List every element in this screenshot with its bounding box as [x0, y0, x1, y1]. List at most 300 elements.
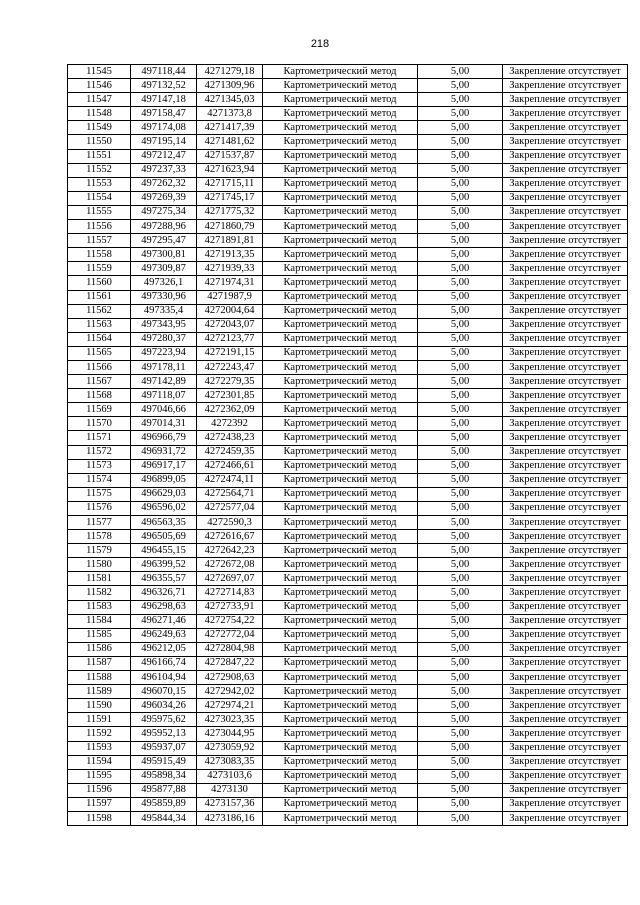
x-coordinate-cell: 497300,81 [131, 248, 197, 262]
point-number-cell: 11549 [68, 121, 131, 135]
accuracy-cell: 5,00 [418, 79, 503, 93]
x-coordinate-cell: 496212,05 [131, 642, 197, 656]
table-row [68, 262, 628, 276]
y-coordinate-cell: 4272714,83 [197, 586, 263, 600]
accuracy-cell: 5,00 [418, 318, 503, 332]
x-coordinate-cell: 496104,94 [131, 671, 197, 685]
x-coordinate-cell: 497014,31 [131, 417, 197, 431]
method-cell: Картометрический метод [263, 769, 418, 783]
point-number-cell: 11584 [68, 614, 131, 628]
fixation-cell: Закрепление отсутствует [503, 755, 628, 769]
table-row [68, 290, 628, 304]
page-number: 218 [310, 38, 330, 50]
method-cell: Картометрический метод [263, 713, 418, 727]
y-coordinate-cell: 4272564,71 [197, 487, 263, 501]
table-row [68, 135, 628, 149]
y-coordinate-cell: 4272754,22 [197, 614, 263, 628]
y-coordinate-cell: 4272974,21 [197, 699, 263, 713]
y-coordinate-cell: 4272697,07 [197, 572, 263, 586]
y-coordinate-cell: 4272590,3 [197, 516, 263, 530]
x-coordinate-cell: 497046,66 [131, 403, 197, 417]
point-number-cell: 11545 [68, 65, 131, 79]
y-coordinate-cell: 4272772,04 [197, 628, 263, 642]
method-cell: Картометрический метод [263, 290, 418, 304]
accuracy-cell: 5,00 [418, 403, 503, 417]
point-number-cell: 11577 [68, 516, 131, 530]
y-coordinate-cell: 4271417,39 [197, 121, 263, 135]
accuracy-cell: 5,00 [418, 248, 503, 262]
table-row [68, 530, 628, 544]
table-row [68, 741, 628, 755]
fixation-cell: Закрепление отсутствует [503, 530, 628, 544]
fixation-cell: Закрепление отсутствует [503, 191, 628, 205]
x-coordinate-cell: 496505,69 [131, 530, 197, 544]
y-coordinate-cell: 4271913,35 [197, 248, 263, 262]
fixation-cell: Закрепление отсутствует [503, 290, 628, 304]
accuracy-cell: 5,00 [418, 501, 503, 515]
x-coordinate-cell: 497262,32 [131, 177, 197, 191]
coordinates-table-body [68, 65, 628, 826]
accuracy-cell: 5,00 [418, 234, 503, 248]
y-coordinate-cell: 4271891,81 [197, 234, 263, 248]
table-row [68, 727, 628, 741]
point-number-cell: 11548 [68, 107, 131, 121]
fixation-cell: Закрепление отсутствует [503, 93, 628, 107]
table-row [68, 318, 628, 332]
accuracy-cell: 5,00 [418, 783, 503, 797]
method-cell: Картометрический метод [263, 191, 418, 205]
y-coordinate-cell: 4272577,04 [197, 501, 263, 515]
point-number-cell: 11574 [68, 473, 131, 487]
accuracy-cell: 5,00 [418, 699, 503, 713]
table-row [68, 332, 628, 346]
y-coordinate-cell: 4271987,9 [197, 290, 263, 304]
fixation-cell: Закрепление отсутствует [503, 671, 628, 685]
y-coordinate-cell: 4272279,35 [197, 375, 263, 389]
method-cell: Картометрический метод [263, 445, 418, 459]
accuracy-cell: 5,00 [418, 290, 503, 304]
x-coordinate-cell: 495859,89 [131, 797, 197, 811]
accuracy-cell: 5,00 [418, 445, 503, 459]
point-number-cell: 11590 [68, 699, 131, 713]
fixation-cell: Закрепление отсутствует [503, 445, 628, 459]
y-coordinate-cell: 4271939,33 [197, 262, 263, 276]
y-coordinate-cell: 4272123,77 [197, 332, 263, 346]
method-cell: Картометрический метод [263, 79, 418, 93]
table-row [68, 487, 628, 501]
method-cell: Картометрический метод [263, 149, 418, 163]
y-coordinate-cell: 4273157,36 [197, 797, 263, 811]
x-coordinate-cell: 496899,05 [131, 473, 197, 487]
method-cell: Картометрический метод [263, 572, 418, 586]
y-coordinate-cell: 4271775,32 [197, 205, 263, 219]
accuracy-cell: 5,00 [418, 304, 503, 318]
fixation-cell: Закрепление отсутствует [503, 360, 628, 374]
x-coordinate-cell: 496399,52 [131, 558, 197, 572]
method-cell: Картометрический метод [263, 459, 418, 473]
x-coordinate-cell: 497223,94 [131, 346, 197, 360]
y-coordinate-cell: 4272301,85 [197, 389, 263, 403]
accuracy-cell: 5,00 [418, 389, 503, 403]
fixation-cell: Закрепление отсутствует [503, 262, 628, 276]
point-number-cell: 11559 [68, 262, 131, 276]
table-row [68, 501, 628, 515]
x-coordinate-cell: 497343,95 [131, 318, 197, 332]
table-row [68, 713, 628, 727]
accuracy-cell: 5,00 [418, 431, 503, 445]
table-row [68, 248, 628, 262]
y-coordinate-cell: 4273023,35 [197, 713, 263, 727]
x-coordinate-cell: 497174,08 [131, 121, 197, 135]
y-coordinate-cell: 4271481,62 [197, 135, 263, 149]
x-coordinate-cell: 497269,39 [131, 191, 197, 205]
table-row [68, 417, 628, 431]
x-coordinate-cell: 495844,34 [131, 811, 197, 825]
fixation-cell: Закрепление отсутствует [503, 389, 628, 403]
point-number-cell: 11560 [68, 276, 131, 290]
accuracy-cell: 5,00 [418, 516, 503, 530]
fixation-cell: Закрепление отсутствует [503, 135, 628, 149]
point-number-cell: 11598 [68, 811, 131, 825]
point-number-cell: 11566 [68, 360, 131, 374]
point-number-cell: 11594 [68, 755, 131, 769]
point-number-cell: 11558 [68, 248, 131, 262]
table-row [68, 516, 628, 530]
table-row [68, 755, 628, 769]
method-cell: Картометрический метод [263, 276, 418, 290]
point-number-cell: 11582 [68, 586, 131, 600]
point-number-cell: 11591 [68, 713, 131, 727]
method-cell: Картометрический метод [263, 699, 418, 713]
point-number-cell: 11570 [68, 417, 131, 431]
point-number-cell: 11557 [68, 234, 131, 248]
method-cell: Картометрический метод [263, 318, 418, 332]
point-number-cell: 11565 [68, 346, 131, 360]
method-cell: Картометрический метод [263, 389, 418, 403]
point-number-cell: 11596 [68, 783, 131, 797]
x-coordinate-cell: 497330,96 [131, 290, 197, 304]
accuracy-cell: 5,00 [418, 121, 503, 135]
x-coordinate-cell: 497118,07 [131, 389, 197, 403]
point-number-cell: 11563 [68, 318, 131, 332]
fixation-cell: Закрепление отсутствует [503, 516, 628, 530]
accuracy-cell: 5,00 [418, 713, 503, 727]
table-row [68, 121, 628, 135]
table-row [68, 163, 628, 177]
x-coordinate-cell: 496166,74 [131, 656, 197, 670]
x-coordinate-cell: 496249,63 [131, 628, 197, 642]
point-number-cell: 11578 [68, 530, 131, 544]
method-cell: Картометрический метод [263, 501, 418, 515]
x-coordinate-cell: 497237,33 [131, 163, 197, 177]
fixation-cell: Закрепление отсутствует [503, 811, 628, 825]
method-cell: Картометрический метод [263, 530, 418, 544]
method-cell: Картометрический метод [263, 304, 418, 318]
method-cell: Картометрический метод [263, 107, 418, 121]
x-coordinate-cell: 495975,62 [131, 713, 197, 727]
point-number-cell: 11556 [68, 220, 131, 234]
x-coordinate-cell: 496931,72 [131, 445, 197, 459]
method-cell: Картометрический метод [263, 93, 418, 107]
fixation-cell: Закрепление отсутствует [503, 628, 628, 642]
table-row [68, 811, 628, 825]
table-row [68, 558, 628, 572]
fixation-cell: Закрепление отсутствует [503, 417, 628, 431]
x-coordinate-cell: 496563,35 [131, 516, 197, 530]
fixation-cell: Закрепление отсутствует [503, 501, 628, 515]
accuracy-cell: 5,00 [418, 685, 503, 699]
accuracy-cell: 5,00 [418, 65, 503, 79]
table-row [68, 93, 628, 107]
method-cell: Картометрический метод [263, 375, 418, 389]
method-cell: Картометрический метод [263, 332, 418, 346]
accuracy-cell: 5,00 [418, 558, 503, 572]
table-row [68, 346, 628, 360]
x-coordinate-cell: 497335,4 [131, 304, 197, 318]
y-coordinate-cell: 4272672,08 [197, 558, 263, 572]
accuracy-cell: 5,00 [418, 727, 503, 741]
fixation-cell: Закрепление отсутствует [503, 304, 628, 318]
accuracy-cell: 5,00 [418, 656, 503, 670]
y-coordinate-cell: 4272438,23 [197, 431, 263, 445]
method-cell: Картометрический метод [263, 797, 418, 811]
method-cell: Картометрический метод [263, 65, 418, 79]
x-coordinate-cell: 497147,18 [131, 93, 197, 107]
point-number-cell: 11561 [68, 290, 131, 304]
accuracy-cell: 5,00 [418, 135, 503, 149]
table-row [68, 671, 628, 685]
table-row [68, 797, 628, 811]
method-cell: Картометрический метод [263, 685, 418, 699]
table-row [68, 614, 628, 628]
method-cell: Картометрический метод [263, 205, 418, 219]
x-coordinate-cell: 497142,89 [131, 375, 197, 389]
x-coordinate-cell: 496455,15 [131, 544, 197, 558]
table-row [68, 177, 628, 191]
point-number-cell: 11581 [68, 572, 131, 586]
y-coordinate-cell: 4273130 [197, 783, 263, 797]
y-coordinate-cell: 4272191,15 [197, 346, 263, 360]
y-coordinate-cell: 4272474,11 [197, 473, 263, 487]
fixation-cell: Закрепление отсутствует [503, 107, 628, 121]
method-cell: Картометрический метод [263, 417, 418, 431]
method-cell: Картометрический метод [263, 163, 418, 177]
y-coordinate-cell: 4273044,95 [197, 727, 263, 741]
table-row [68, 360, 628, 374]
fixation-cell: Закрепление отсутствует [503, 220, 628, 234]
point-number-cell: 11568 [68, 389, 131, 403]
point-number-cell: 11552 [68, 163, 131, 177]
y-coordinate-cell: 4272043,07 [197, 318, 263, 332]
x-coordinate-cell: 497132,52 [131, 79, 197, 93]
y-coordinate-cell: 4272847,22 [197, 656, 263, 670]
fixation-cell: Закрепление отсутствует [503, 600, 628, 614]
method-cell: Картометрический метод [263, 741, 418, 755]
table-row [68, 685, 628, 699]
fixation-cell: Закрепление отсутствует [503, 586, 628, 600]
fixation-cell: Закрепление отсутствует [503, 79, 628, 93]
method-cell: Картометрический метод [263, 755, 418, 769]
x-coordinate-cell: 495937,07 [131, 741, 197, 755]
x-coordinate-cell: 497195,14 [131, 135, 197, 149]
x-coordinate-cell: 495877,88 [131, 783, 197, 797]
x-coordinate-cell: 497280,37 [131, 332, 197, 346]
method-cell: Картометрический метод [263, 558, 418, 572]
method-cell: Картометрический метод [263, 220, 418, 234]
point-number-cell: 11571 [68, 431, 131, 445]
point-number-cell: 11547 [68, 93, 131, 107]
accuracy-cell: 5,00 [418, 473, 503, 487]
accuracy-cell: 5,00 [418, 177, 503, 191]
method-cell: Картометрический метод [263, 248, 418, 262]
y-coordinate-cell: 4273103,6 [197, 769, 263, 783]
method-cell: Картометрический метод [263, 783, 418, 797]
y-coordinate-cell: 4271745,17 [197, 191, 263, 205]
fixation-cell: Закрепление отсутствует [503, 769, 628, 783]
method-cell: Картометрический метод [263, 586, 418, 600]
fixation-cell: Закрепление отсутствует [503, 558, 628, 572]
x-coordinate-cell: 497158,47 [131, 107, 197, 121]
accuracy-cell: 5,00 [418, 572, 503, 586]
method-cell: Картометрический метод [263, 262, 418, 276]
point-number-cell: 11567 [68, 375, 131, 389]
method-cell: Картометрический метод [263, 642, 418, 656]
table-row [68, 220, 628, 234]
fixation-cell: Закрепление отсутствует [503, 656, 628, 670]
fixation-cell: Закрепление отсутствует [503, 685, 628, 699]
point-number-cell: 11587 [68, 656, 131, 670]
accuracy-cell: 5,00 [418, 487, 503, 501]
method-cell: Картометрический метод [263, 727, 418, 741]
fixation-cell: Закрепление отсутствует [503, 121, 628, 135]
y-coordinate-cell: 4271974,31 [197, 276, 263, 290]
y-coordinate-cell: 4271309,96 [197, 79, 263, 93]
table-row [68, 642, 628, 656]
y-coordinate-cell: 4272733,91 [197, 600, 263, 614]
method-cell: Картометрический метод [263, 234, 418, 248]
point-number-cell: 11592 [68, 727, 131, 741]
y-coordinate-cell: 4271623,94 [197, 163, 263, 177]
table-row [68, 628, 628, 642]
fixation-cell: Закрепление отсутствует [503, 614, 628, 628]
table-row [68, 107, 628, 121]
table-row [68, 600, 628, 614]
point-number-cell: 11583 [68, 600, 131, 614]
table-row [68, 149, 628, 163]
y-coordinate-cell: 4271345,03 [197, 93, 263, 107]
method-cell: Картометрический метод [263, 403, 418, 417]
accuracy-cell: 5,00 [418, 586, 503, 600]
fixation-cell: Закрепление отсутствует [503, 473, 628, 487]
method-cell: Картометрический метод [263, 473, 418, 487]
x-coordinate-cell: 496917,17 [131, 459, 197, 473]
table-row [68, 191, 628, 205]
fixation-cell: Закрепление отсутствует [503, 163, 628, 177]
y-coordinate-cell: 4272466,61 [197, 459, 263, 473]
accuracy-cell: 5,00 [418, 276, 503, 290]
point-number-cell: 11575 [68, 487, 131, 501]
fixation-cell: Закрепление отсутствует [503, 332, 628, 346]
method-cell: Картометрический метод [263, 656, 418, 670]
accuracy-cell: 5,00 [418, 544, 503, 558]
accuracy-cell: 5,00 [418, 628, 503, 642]
table-row [68, 544, 628, 558]
fixation-cell: Закрепление отсутствует [503, 205, 628, 219]
x-coordinate-cell: 497275,34 [131, 205, 197, 219]
point-number-cell: 11564 [68, 332, 131, 346]
x-coordinate-cell: 496070,15 [131, 685, 197, 699]
x-coordinate-cell: 497309,87 [131, 262, 197, 276]
accuracy-cell: 5,00 [418, 797, 503, 811]
y-coordinate-cell: 4272642,23 [197, 544, 263, 558]
table-row [68, 276, 628, 290]
fixation-cell: Закрепление отсутствует [503, 149, 628, 163]
y-coordinate-cell: 4272004,64 [197, 304, 263, 318]
y-coordinate-cell: 4271279,18 [197, 65, 263, 79]
y-coordinate-cell: 4272908,63 [197, 671, 263, 685]
x-coordinate-cell: 496596,02 [131, 501, 197, 515]
accuracy-cell: 5,00 [418, 191, 503, 205]
x-coordinate-cell: 496966,79 [131, 431, 197, 445]
x-coordinate-cell: 497178,11 [131, 360, 197, 374]
accuracy-cell: 5,00 [418, 107, 503, 121]
accuracy-cell: 5,00 [418, 530, 503, 544]
x-coordinate-cell: 497326,1 [131, 276, 197, 290]
y-coordinate-cell: 4273059,92 [197, 741, 263, 755]
fixation-cell: Закрепление отсутствует [503, 642, 628, 656]
x-coordinate-cell: 497288,96 [131, 220, 197, 234]
fixation-cell: Закрепление отсутствует [503, 459, 628, 473]
point-number-cell: 11579 [68, 544, 131, 558]
fixation-cell: Закрепление отсутствует [503, 741, 628, 755]
table-row [68, 234, 628, 248]
table-row [68, 572, 628, 586]
fixation-cell: Закрепление отсутствует [503, 431, 628, 445]
method-cell: Картометрический метод [263, 671, 418, 685]
point-number-cell: 11589 [68, 685, 131, 699]
accuracy-cell: 5,00 [418, 220, 503, 234]
y-coordinate-cell: 4272243,47 [197, 360, 263, 374]
fixation-cell: Закрепление отсутствует [503, 65, 628, 79]
accuracy-cell: 5,00 [418, 360, 503, 374]
method-cell: Картометрический метод [263, 811, 418, 825]
x-coordinate-cell: 496298,63 [131, 600, 197, 614]
method-cell: Картометрический метод [263, 614, 418, 628]
method-cell: Картометрический метод [263, 121, 418, 135]
y-coordinate-cell: 4272804,98 [197, 642, 263, 656]
fixation-cell: Закрепление отсутствует [503, 375, 628, 389]
point-number-cell: 11576 [68, 501, 131, 515]
table-row [68, 79, 628, 93]
table-row [68, 783, 628, 797]
accuracy-cell: 5,00 [418, 332, 503, 346]
x-coordinate-cell: 496629,03 [131, 487, 197, 501]
table-row [68, 473, 628, 487]
x-coordinate-cell: 496034,26 [131, 699, 197, 713]
table-row [68, 699, 628, 713]
point-number-cell: 11585 [68, 628, 131, 642]
fixation-cell: Закрепление отсутствует [503, 177, 628, 191]
accuracy-cell: 5,00 [418, 671, 503, 685]
method-cell: Картометрический метод [263, 516, 418, 530]
method-cell: Картометрический метод [263, 600, 418, 614]
y-coordinate-cell: 4273083,35 [197, 755, 263, 769]
table-row [68, 459, 628, 473]
method-cell: Картометрический метод [263, 628, 418, 642]
point-number-cell: 11595 [68, 769, 131, 783]
method-cell: Картометрический метод [263, 360, 418, 374]
table-row [68, 445, 628, 459]
